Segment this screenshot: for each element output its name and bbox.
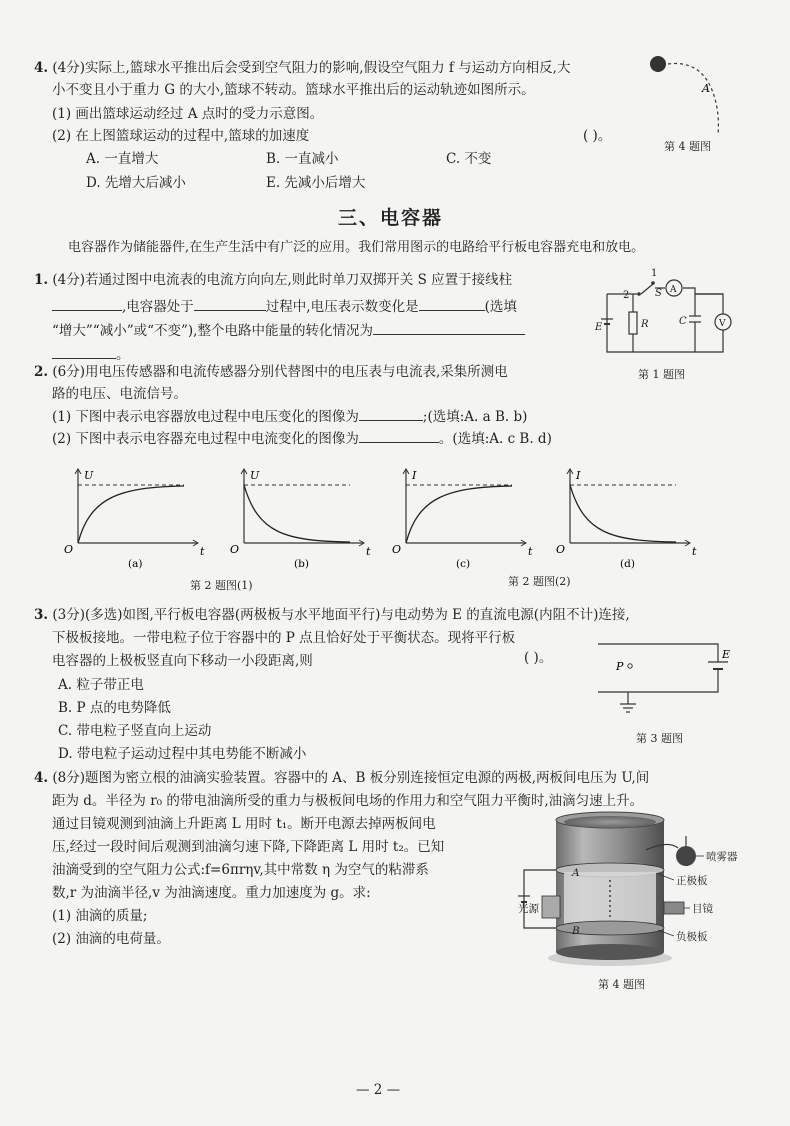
graph-y-label: U xyxy=(250,469,260,482)
q3-fig-caption: 第 3 题图 xyxy=(636,732,683,745)
q3-line2: 下极板接地。一带电粒子位于容器中的 P 点且恰好处于平衡状态。现将平行板 xyxy=(52,630,516,646)
point-p-label: P xyxy=(616,660,624,673)
q4-line5: 油滴受到的空气阻力公式:f=6πrηv,其中常数 η 为空气的粘滞系 xyxy=(52,862,429,878)
resistor-label: R xyxy=(641,319,649,330)
sprayer-label: 喷雾器 xyxy=(706,851,738,863)
q3-line3: 电容器的上极板竖直向下移动一小段距离,则 xyxy=(52,653,313,669)
switch-label: S xyxy=(655,288,662,299)
graph-origin-label: O xyxy=(392,543,402,556)
q3-option-c: C. 带电粒子竖直向上运动 xyxy=(58,723,212,739)
negative-plate-label: 负极板 xyxy=(676,931,708,943)
graph-panel-label: (d) xyxy=(620,558,635,570)
graph-origin-label: O xyxy=(64,543,74,556)
graph-y-label: U xyxy=(84,469,94,482)
q4-sub2: (2) 油滴的电荷量。 xyxy=(52,931,170,947)
q3-option-d: D. 带电粒子运动过程中其电势能不断减小 xyxy=(58,746,307,762)
q1-line4: 。 xyxy=(52,344,130,365)
graph-curve xyxy=(570,485,676,542)
ammeter-label: A xyxy=(670,285,677,295)
q3-paren: ( )。 xyxy=(524,650,553,666)
prev-q4-line2: 小不变且小于重力 G 的大小,篮球不转动。篮球水平推出后的运动轨迹如图所示。 xyxy=(52,82,535,98)
q1-line2: ,电容器处于 过程中,电压表示数变化是 (选填 xyxy=(52,296,517,317)
q1-fig-caption: 第 1 题图 xyxy=(638,368,685,381)
q3-option-a: A. 粒子带正电 xyxy=(58,677,144,693)
prev-q4-option-c: C. 不变 xyxy=(446,151,492,167)
graph-curve xyxy=(78,486,184,543)
graph-panel-label: (b) xyxy=(294,558,309,570)
basketball-icon xyxy=(650,56,666,72)
millikan-apparatus xyxy=(518,810,748,970)
positive-plate-label: 正极板 xyxy=(676,875,708,887)
prev-q4-option-b: B. 一直减小 xyxy=(266,151,339,167)
q2-sub2: (2) 下图中表示电容器充电过程中电流变化的图像为 。(选填:A. c B. d) xyxy=(52,428,552,449)
plate-a-label: A xyxy=(572,867,580,879)
prev-q4-sub1: (1) 画出篮球运动经过 A 点时的受力示意图。 xyxy=(52,106,324,122)
light-source-label: 光源 xyxy=(518,903,539,915)
prev-q4-option-d: D. 先增大后减小 xyxy=(86,175,186,191)
q2-blank-2[interactable] xyxy=(359,428,439,443)
particle-icon xyxy=(628,664,632,668)
trajectory-path xyxy=(668,64,718,135)
q2-caption-2: 第 2 题图(2) xyxy=(508,575,571,588)
prev-q4-option-e: E. 先减小后增大 xyxy=(266,175,366,191)
source-e-label: E xyxy=(722,648,731,661)
q1-blank-energy[interactable] xyxy=(373,320,525,335)
section-intro: 电容器作为储能器件,在生产生活中有广泛的应用。我们常用图示的电路给平行板电容器充电和放电。 xyxy=(68,240,645,255)
graph-curve xyxy=(244,485,350,542)
q3-option-b: B. P 点的电势降低 xyxy=(58,700,171,716)
prev-q4-fig-caption: 第 4 题图 xyxy=(664,140,711,153)
graph-panel-label: (a) xyxy=(128,558,143,570)
q4-line3: 通过目镜观测到油滴上升距离 L 用时 t₁。断开电源去掉两板间电 xyxy=(52,816,436,832)
graph-y-label: I xyxy=(412,469,417,482)
q1-line3: “增大”“减小”或“不变”),整个电路中能量的转化情况为 xyxy=(52,320,525,341)
capacitor-label: C xyxy=(679,316,687,327)
section-title: 三、电容器 xyxy=(338,207,444,229)
plate-b-label: B xyxy=(572,925,580,937)
prev-q4-paren: ( )。 xyxy=(583,128,612,144)
graph-x-label: t xyxy=(200,545,205,558)
graph-x-label: t xyxy=(528,545,533,558)
q4-line6: 数,r 为油滴半径,v 为油滴速度。重力加速度为 g。求: xyxy=(52,885,371,901)
q1-blank-terminal[interactable] xyxy=(52,296,122,311)
graph-x-label: t xyxy=(366,545,371,558)
terminal-2-label: 2 xyxy=(623,290,630,301)
graph-origin-label: O xyxy=(556,543,566,556)
q4-line2: 距为 d。半径为 r₀ 的带电油滴所受的重力与极板间电场的作用力和空气阻力平衡时,油滴匀速上升。 xyxy=(52,793,644,809)
graph-panel-label: (c) xyxy=(456,558,471,570)
q2-line1: 2. (6分)用电压传感器和电流传感器分别代替图中的电压表与电流表,采集所测电 xyxy=(34,364,508,380)
q4-line4: 压,经过一段时间后观测到油滴匀速下降,下降距离 L 用时 t₂。已知 xyxy=(52,839,445,855)
graphs-container xyxy=(0,455,790,570)
q2-blank-1[interactable] xyxy=(359,406,423,421)
q1-blank-voltage[interactable] xyxy=(419,296,485,311)
q4-sub1: (1) 油滴的质量; xyxy=(52,908,148,924)
q3-line1: 3. (3分)(多选)如图,平行板电容器(两极板与水平地面平行)与电动势为 E 的直流电源(内阻不计)连接, xyxy=(34,607,630,623)
terminal-1-label: 1 xyxy=(651,268,658,279)
q1-blank-process[interactable] xyxy=(194,296,266,311)
trajectory-figure xyxy=(640,50,730,150)
capacitor-source-diagram xyxy=(588,636,738,726)
eyepiece-label: 目镜 xyxy=(692,903,713,915)
q2-line2: 路的电压、电流信号。 xyxy=(52,386,187,402)
q4-fig-caption: 第 4 题图 xyxy=(598,978,645,991)
prev-q4-line1: 4. (4分)实际上,篮球水平推出后会受到空气阻力的影响,假设空气阻力 f 与运动方向相反,大 xyxy=(34,60,571,76)
prev-q4-option-a: A. 一直增大 xyxy=(86,151,159,167)
q2-sub1: (1) 下图中表示电容器放电过程中电压变化的图像为 ;(选填:A. a B. b) xyxy=(52,406,527,427)
prev-q4-sub2: (2) 在上图篮球运动的过程中,篮球的加速度 xyxy=(52,128,310,144)
voltmeter-label: V xyxy=(719,319,726,329)
q1-blank-energy-cont[interactable] xyxy=(52,344,116,359)
q1-line1: 1. (4分)若通过图中电流表的电流方向向左,则此时单刀双掷开关 S 应置于接线柱 xyxy=(34,272,513,288)
graph-curve xyxy=(406,486,512,543)
q2-caption-1: 第 2 题图(1) xyxy=(190,579,253,592)
page-number: — 2 — xyxy=(356,1082,401,1098)
emf-label: E xyxy=(595,322,603,333)
q4-line1: 4. (8分)题图为密立根的油滴实验装置。容器中的 A、B 板分别连接恒定电源的两极,两板间电压为 U,间 xyxy=(34,770,650,786)
graph-origin-label: O xyxy=(230,543,240,556)
graph-y-label: I xyxy=(576,469,581,482)
graph-x-label: t xyxy=(692,545,697,558)
circuit-diagram xyxy=(595,264,745,364)
point-a-label: A xyxy=(702,82,710,95)
